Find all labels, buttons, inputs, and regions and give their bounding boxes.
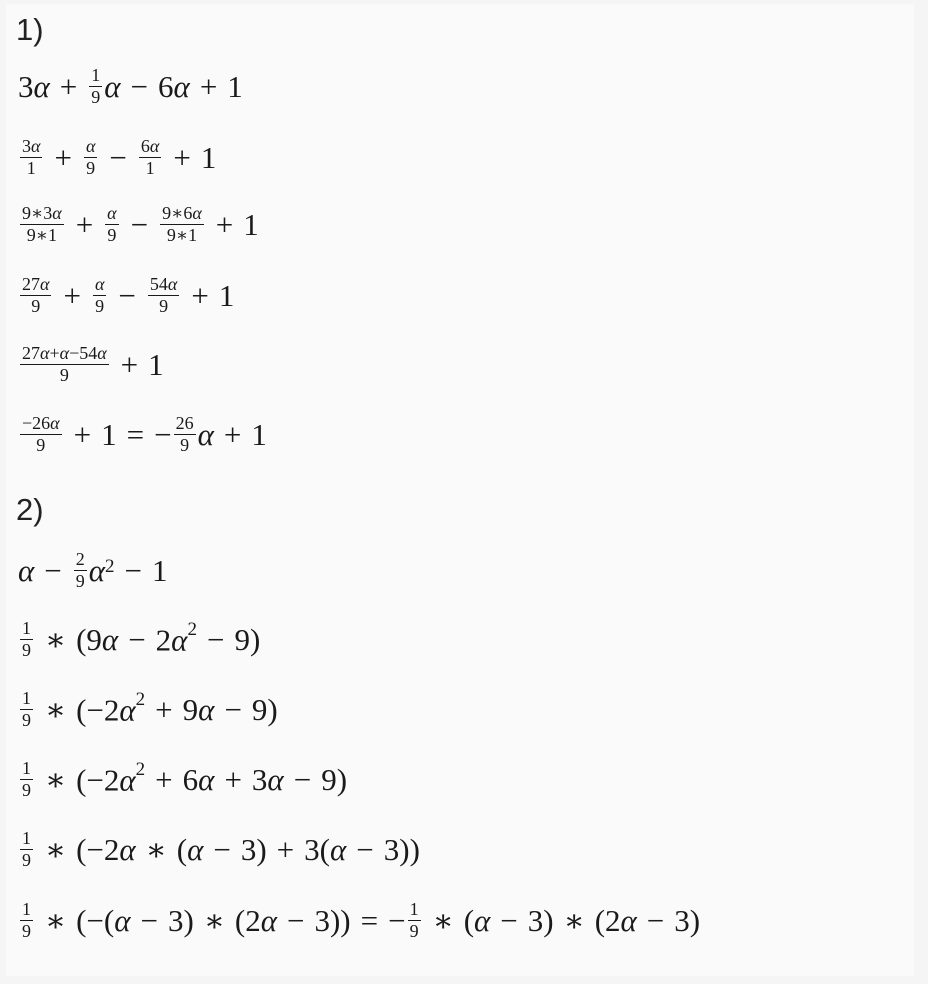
part-2-line-4: $\frac{1}{9}$ ∗ ($-2\alpha^2$ + 6α + 3α − 9) [22, 758, 348, 801]
part-2-line-1: α − $\frac{2}{9}$ α $^2$ − 1 [18, 549, 168, 592]
part-2-line-5: $\frac{1}{9}$ ∗ (−2α ∗ (α − 3) + 3(α − 3)) [22, 828, 420, 871]
part-1-line-2: $\frac{3\alpha}{1}$ + $\frac{\alpha}{9}$ − $\frac{6\alpha}{1}$ + 1 [22, 136, 217, 179]
part-1-line-1: 3α + $\frac{1}{9}$ α − 6α + 1 [18, 65, 243, 108]
part-1-line-4: $\frac{27\alpha}{9}$ + $\frac{\alpha}{9}$ − $\frac{54\alpha}{9}$ + 1 [22, 274, 235, 317]
part-2-line-3: $\frac{1}{9}$ ∗ ($-2\alpha^2$ + 9α − 9) [22, 688, 278, 731]
part-1-line-5: $\frac{27\alpha+\alpha-54\alpha}{9}$ + 1 [22, 343, 164, 386]
part-1-line-6: $\frac{-26\alpha}{9}$ + 1 = − $\frac{26}{9}$ α + 1 [22, 413, 267, 456]
part-2-line-6: $\frac{1}{9}$ ∗ (−(α − 3) ∗ (2α − 3)) = − $\frac{1}{9}$ ∗ (α − 3) ∗ (2α − 3) [22, 899, 701, 942]
part-2-line-2: $\frac{1}{9}$ ∗ (9α − $2\alpha^2$ − 9) [22, 618, 261, 661]
part-1-line-3: $\frac{9∗3\alpha}{9∗1}$ + $\frac{\alpha}{9}$ − $\frac{9∗6\alpha}{9∗1}$ + 1 [22, 203, 259, 246]
part-1-label: 1) [16, 12, 44, 47]
part-2-label: 2) [16, 492, 44, 527]
